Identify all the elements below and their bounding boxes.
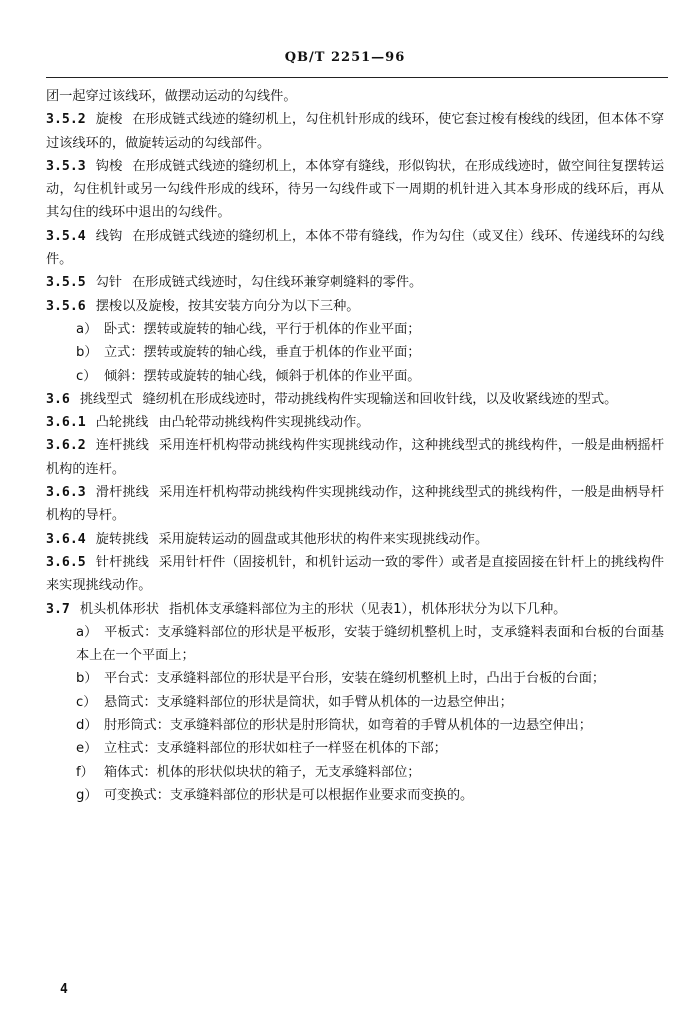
paragraph [46, 714, 664, 737]
paragraph [46, 598, 664, 621]
clause-number: 3.6.4 [46, 531, 86, 547]
clause-number: 3.5.2 [46, 112, 86, 128]
clause-text: 在形成链式线迹的缝纫机上，本体不带有缝线，作为勾住（或叉住）线环、传递线环的勾线件。 [46, 228, 665, 268]
clause-text: 倾斜：摆转或旋转的轴心线，倾斜于机体的作业平面。 [104, 368, 421, 384]
clause-text: 由凸轮带动挑线构件实现挑线动作。 [158, 415, 370, 431]
paragraph [46, 761, 664, 784]
list-item-label: c） [76, 368, 97, 384]
clause-number: 3.5.3 [46, 158, 86, 174]
list-item-label: a） [76, 624, 98, 640]
clause-text: 团一起穿过该线环，做摆动运动的勾线件。 [46, 89, 297, 104]
clause-number: 3.7 [46, 601, 70, 617]
clause-text: 在形成链式线迹的缝纫机上，勾住机针形成的线环，使它套过梭有梭线的线团，但本体不穿过该线环的，做旋转运动的勾线部件。 [46, 112, 665, 151]
paragraph [46, 295, 664, 318]
paragraph [46, 318, 664, 341]
header-rule [46, 77, 668, 78]
clause-term: 凸轮挑线 [95, 415, 149, 431]
clause-text: 箱体式：机体的形状似块状的箱子，无支承缝料部位； [104, 764, 421, 780]
clause-term: 钩梭 [95, 158, 123, 174]
paragraph [46, 85, 664, 108]
clause-text: 指机体支承缝料部位为主的形状（见表1），机体形状分为以下几种。 [168, 601, 567, 617]
clause-text: 采用针杆件（固接机针，和机针运动一致的零件）或者是直接固接在针杆上的挑线构件来实现挑线动作。 [46, 554, 665, 594]
paragraph [46, 411, 664, 434]
paragraph [46, 784, 664, 807]
clause-text: 采用连杆机构带动挑线构件实现挑线动作，这种挑线型式的挑线构件，一般是曲柄导杆机构的导杆。 [46, 485, 665, 524]
paragraph [46, 667, 664, 690]
clause-text: 平台式：支承缝料部位的形状是平台形，安装在缝纫机整机上时，凸出于台板的台面； [104, 671, 606, 687]
paragraph [46, 225, 664, 272]
list-item-label: a） [76, 321, 98, 337]
clause-number: 3.6.1 [46, 415, 86, 431]
clause-text: 采用旋转运动的圆盘或其他形状的构件来实现挑线动作。 [158, 531, 489, 547]
clause-text: 摆梭以及旋梭，按其安装方向分为以下三种。 [95, 298, 360, 314]
paragraph [46, 551, 664, 598]
clause-term: 滑杆挑线 [95, 485, 149, 501]
clause-term: 勾针 [95, 275, 123, 291]
clause-text: 在形成链式线迹的缝纫机上，本体穿有缝线，形似钩状，在形成线迹时，做空间往复摆转运动，勾住机针或另一勾线件形成的线环，待另一勾线件或下一周期的机针进入其本身形成的线环后，再从其勾住的线环中退出的勾线件。 [46, 158, 665, 221]
paragraph [46, 691, 664, 714]
clause-number: 3.5.6 [46, 298, 86, 314]
paragraph [46, 388, 664, 411]
page-number: 4 [60, 982, 68, 997]
clause-text: 采用连杆机构带动挑线构件实现挑线动作，这种挑线型式的挑线构件，一般是曲柄摇杆机构的连杆。 [46, 438, 665, 477]
paragraph [46, 365, 664, 388]
clause-text: 在形成链式线迹时，勾住线环兼穿刺缝料的零件。 [132, 275, 423, 291]
clause-number: 3.6.5 [46, 554, 86, 570]
clause-term: 针杆挑线 [95, 554, 149, 570]
clause-term: 旋转挑线 [95, 531, 149, 547]
clause-number: 3.5.5 [46, 275, 86, 291]
clause-text: 立式：摆转或旋转的轴心线，垂直于机体的作业平面； [104, 345, 421, 361]
list-item-label: g） [76, 787, 98, 803]
clause-term: 连杆挑线 [95, 438, 149, 454]
list-item-label: d） [76, 718, 98, 734]
list-item-label: e） [76, 741, 98, 757]
clause-number: 3.6.3 [46, 485, 86, 501]
clause-text: 悬筒式：支承缝料部位的形状是筒状，如手臂从机体的一边悬空伸出； [104, 694, 513, 710]
list-item-label: b） [76, 345, 98, 361]
paragraph [46, 528, 664, 551]
list-item-label: c） [76, 694, 97, 710]
paragraph [46, 434, 664, 481]
paragraph [46, 108, 664, 155]
paragraph [46, 155, 664, 225]
paragraph [46, 621, 664, 668]
clause-text: 肘形筒式：支承缝料部位的形状是肘形筒状，如弯着的手臂从机体的一边悬空伸出； [104, 718, 592, 734]
clause-term: 挑线型式 [79, 391, 133, 407]
paragraph [46, 341, 664, 364]
clause-term: 线钩 [95, 228, 123, 244]
clause-number: 3.6 [46, 391, 70, 407]
clause-text: 平板式：支承缝料部位的形状是平板形，安装于缝纫机整机上时，支承缝料表面和台板的台面基本上在一个平面上； [76, 624, 664, 664]
clause-text: 缝纫机在形成线迹时，带动挑线构件实现输送和回收针线，以及收紧线迹的型式。 [142, 391, 618, 407]
clause-text: 立柱式：支承缝料部位的形状如柱子一样竖在机体的下部； [104, 741, 447, 757]
document-body [46, 85, 664, 807]
paragraph [46, 737, 664, 760]
clause-text: 可变换式：支承缝料部位的形状是可以根据作业要求而变换的。 [104, 787, 474, 803]
list-item-label: f） [76, 764, 94, 780]
paragraph [46, 481, 664, 528]
clause-number: 3.5.4 [46, 228, 86, 244]
clause-term: 旋梭 [95, 112, 123, 128]
clause-term: 机头机体形状 [79, 601, 159, 617]
page-header: QB/T 2251—96 [284, 50, 406, 65]
paragraph [46, 271, 664, 294]
clause-number: 3.6.2 [46, 438, 86, 454]
clause-text: 卧式：摆转或旋转的轴心线，平行于机体的作业平面； [104, 321, 421, 337]
list-item-label: b） [76, 671, 98, 687]
